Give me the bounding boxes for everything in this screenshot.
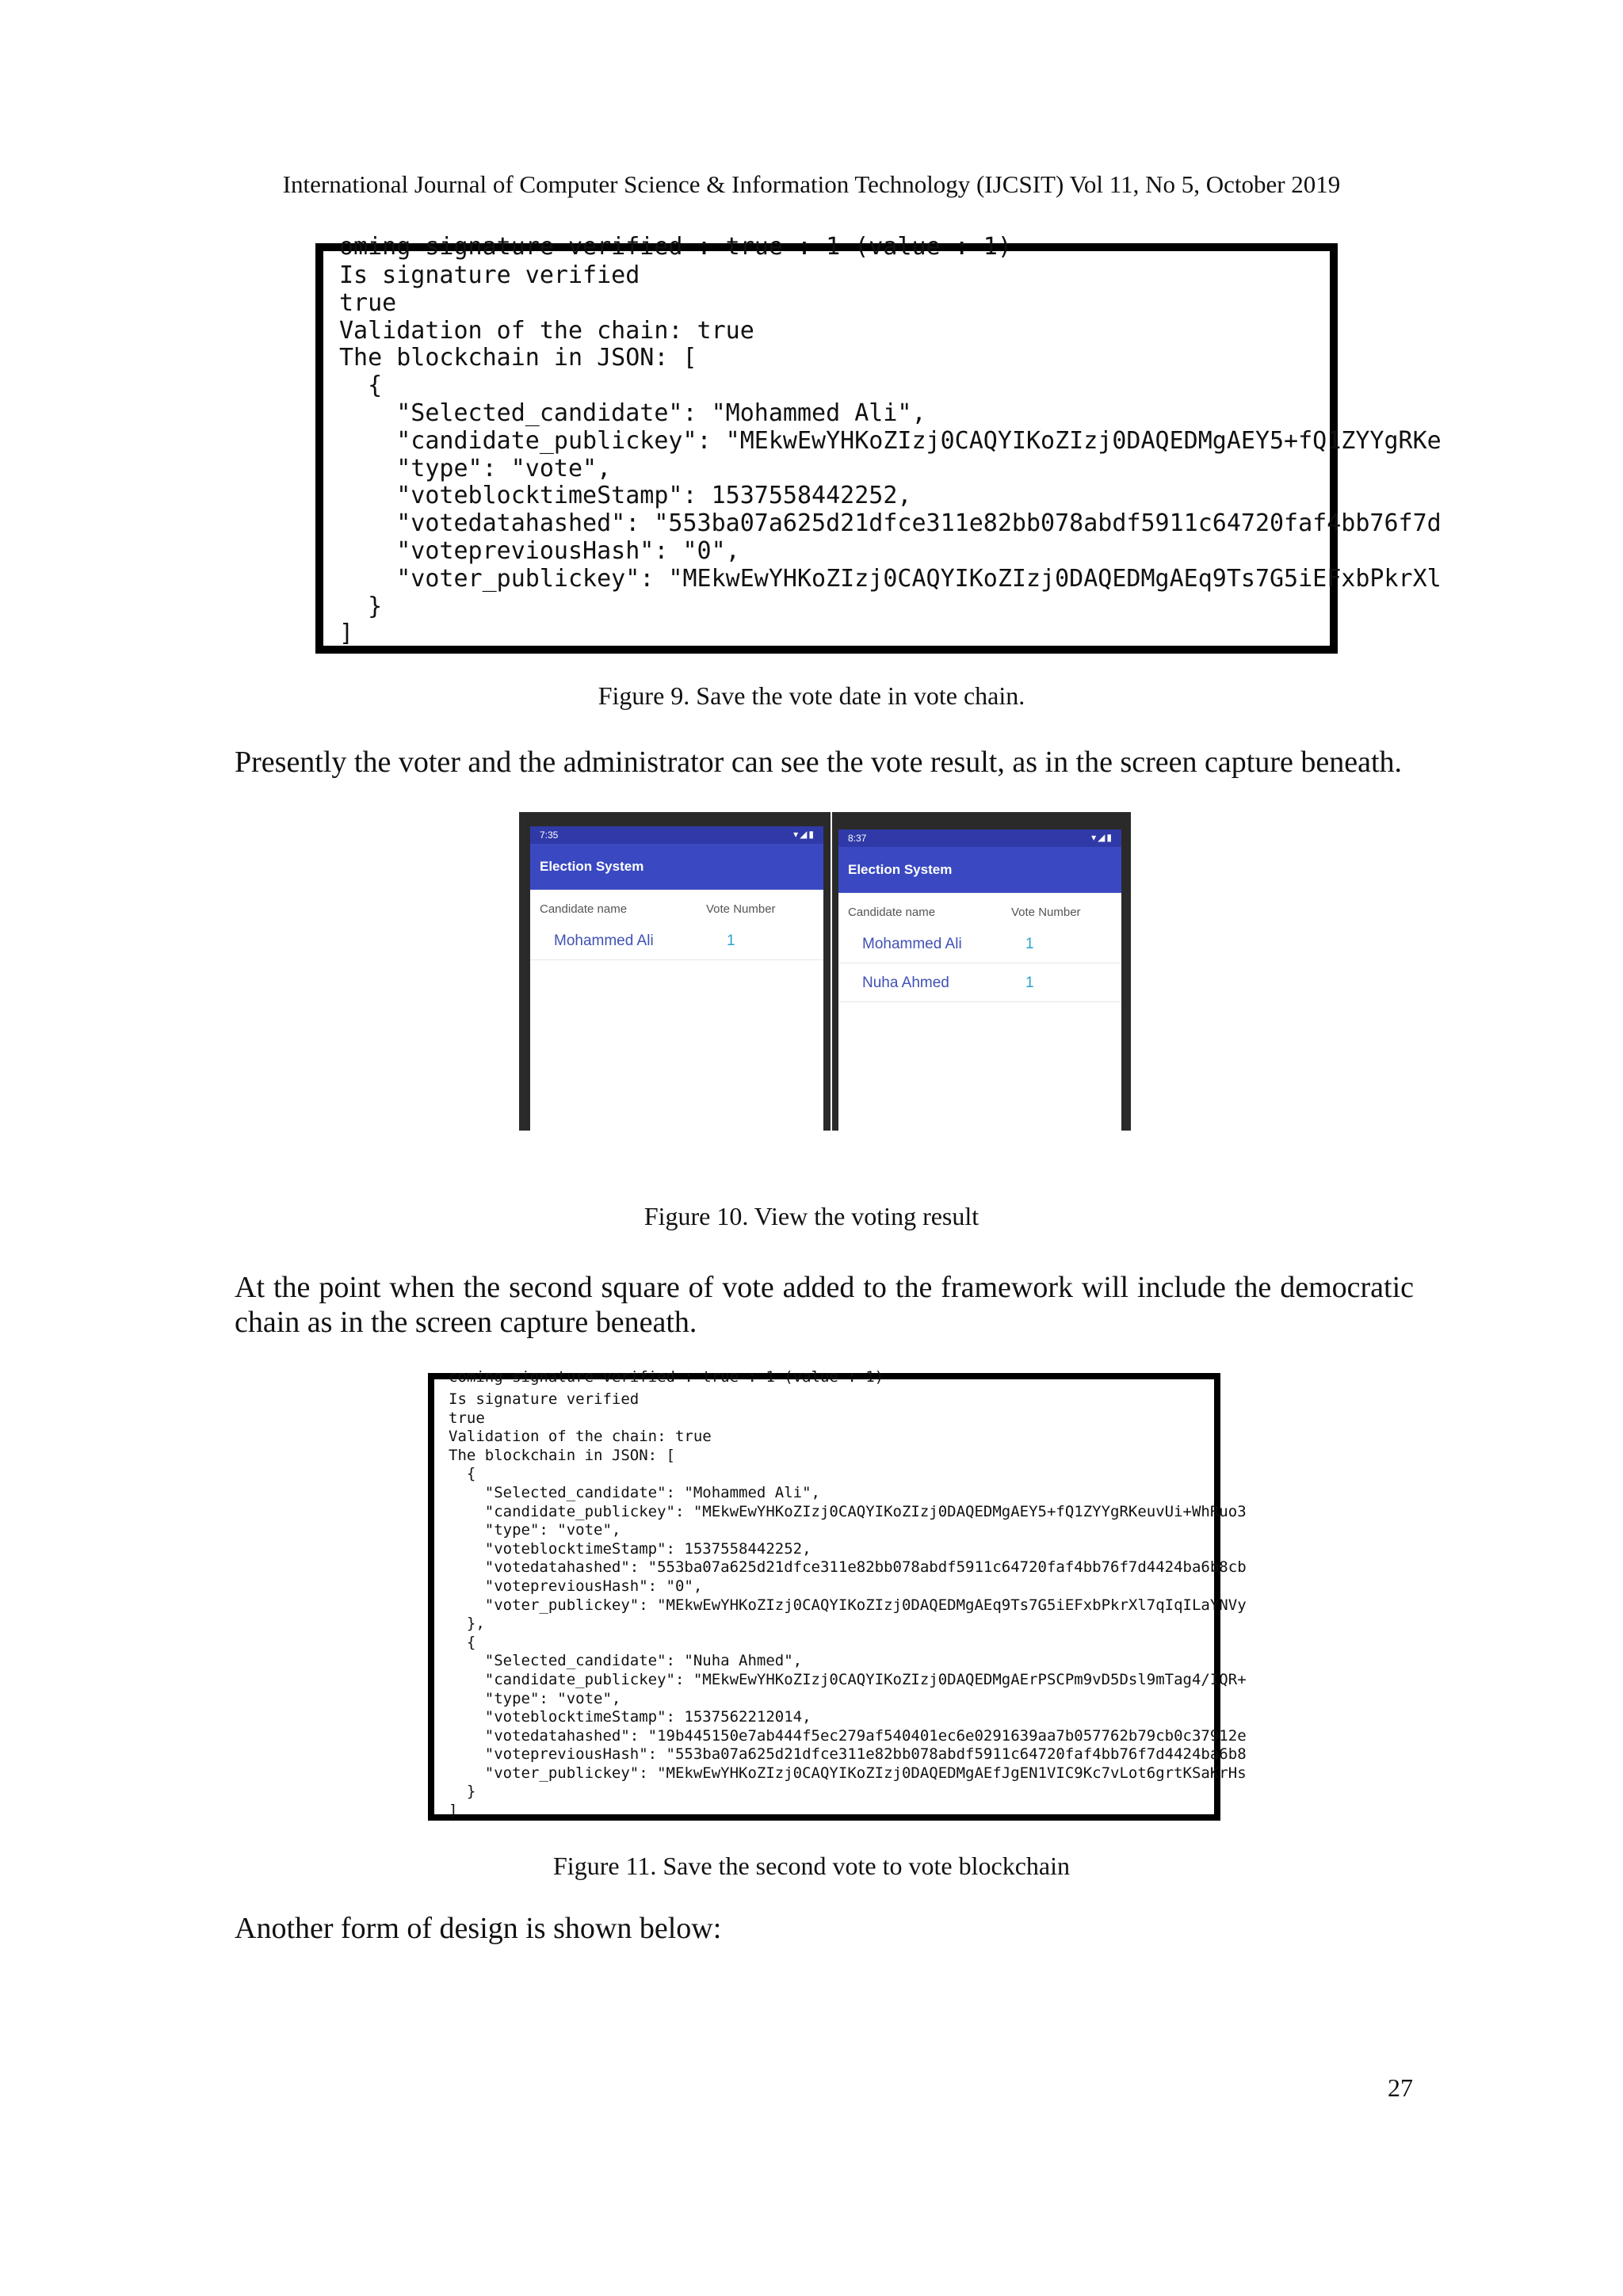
terminal-line: Is signature verified xyxy=(449,1390,640,1408)
terminal-line: "votedatahashed": "553ba07a625d21dfce311e82bb078abdf5911c64720faf4bb76f7d xyxy=(339,509,1442,538)
page-number: 27 xyxy=(1388,2073,1413,2102)
terminal-line: } xyxy=(339,592,383,620)
figure-10-caption: Figure 10. View the voting result xyxy=(643,1202,980,1230)
figure-11-caption: Figure 11. Save the second vote to vote blockchain xyxy=(553,1852,1070,1880)
terminal-line: true xyxy=(449,1409,485,1427)
vote-count: 1 xyxy=(1025,974,1034,991)
terminal-line: "votepreviousHash": "0", xyxy=(449,1577,703,1595)
terminal-line: ] xyxy=(339,620,354,648)
vote-count: 1 xyxy=(727,933,735,949)
app-title: Election System xyxy=(848,862,953,877)
terminal-line: Is signature verified xyxy=(339,261,640,289)
column-header-candidate: Candidate name xyxy=(848,906,936,919)
terminal-line: true xyxy=(339,288,397,317)
phone-screenshot-right xyxy=(832,812,1131,1131)
result-row[interactable] xyxy=(838,925,1121,963)
signal-battery-icon: ▾◢▮ xyxy=(793,829,815,840)
paragraph-1: Presently the voter and the administrator can see the vote result, as in the screen capture beneath. xyxy=(235,746,1403,779)
terminal-line: "candidate_publickey": "MEkwEwYHKoZIzj0CAQYIKoZIzj0DAQEDMgAEY5+fQ1ZYYgRKeuvUi+WhRuo3 xyxy=(449,1502,1247,1520)
figure-9-terminal-screenshot xyxy=(315,233,1442,654)
terminal-line: "votepreviousHash": "553ba07a625d21dfce311e82bb078abdf5911c64720faf4bb76f7d4424ba6b8 xyxy=(449,1745,1247,1764)
terminal-line: "voter_publickey": "MEkwEwYHKoZIzj0CAQYIKoZIzj0DAQEDMgAEq9Ts7G5iEFxbPkrXl xyxy=(339,564,1442,593)
candidate-name: Mohammed Ali xyxy=(862,936,962,952)
terminal-output xyxy=(449,1390,1247,1821)
status-bar xyxy=(838,830,1121,847)
terminal-line: "votepreviousHash": "0", xyxy=(339,536,740,565)
terminal-line: Validation of the chain: true xyxy=(339,316,754,345)
terminal-line: "type": "vote", xyxy=(449,1689,621,1707)
terminal-line: "Selected_candidate": "Mohammed Ali", xyxy=(339,399,926,427)
status-time: 8:37 xyxy=(848,833,867,844)
terminal-line: { xyxy=(449,1633,476,1651)
app-title: Election System xyxy=(540,859,644,874)
terminal-line: "Selected_candidate": "Mohammed Ali", xyxy=(449,1483,820,1501)
terminal-line: { xyxy=(449,1465,476,1483)
candidate-name: Nuha Ahmed xyxy=(862,974,949,991)
terminal-line: The blockchain in JSON: [ xyxy=(339,344,697,372)
terminal-line: { xyxy=(339,372,383,400)
terminal-line: "votedatahashed": "553ba07a625d21dfce311e82bb078abdf5911c64720faf4bb76f7d4424ba6b8cb xyxy=(449,1558,1247,1577)
terminal-line: Validation of the chain: true xyxy=(449,1428,712,1446)
app-bar xyxy=(530,844,823,890)
paragraph-2: At the point when the second square of vote added to the framework will include the democratic chain as in the screen capture beneath. xyxy=(235,1271,1414,1339)
terminal-line: "candidate_publickey": "MEkwEwYHKoZIzj0CAQYIKoZIzj0DAQEDMgAEY5+fQ1ZYYgRKe xyxy=(339,426,1442,455)
column-header-votes: Vote Number xyxy=(1011,906,1081,919)
terminal-line: "voteblocktimeStamp": 1537558442252, xyxy=(339,482,912,510)
terminal-line: ] xyxy=(449,1802,458,1820)
terminal-line: "candidate_publickey": "MEkwEwYHKoZIzj0CAQYIKoZIzj0DAQEDMgAErPSCPm9vD5Dsl9mTag4/IQR+ xyxy=(449,1670,1247,1688)
terminal-line: "voter_publickey": "MEkwEwYHKoZIzj0CAQYIKoZIzj0DAQEDMgAEq9Ts7G5iEFxbPkrXl7qIqILaYNVy xyxy=(449,1596,1247,1614)
column-header-votes: Vote Number xyxy=(706,902,776,916)
terminal-line: }, xyxy=(449,1615,485,1633)
terminal-line: "voter_publickey": "MEkwEwYHKoZIzj0CAQYIKoZIzj0DAQEDMgAEfJgEN1VIC9Kc7vLot6grtKSaKrHs xyxy=(449,1764,1247,1782)
terminal-output xyxy=(339,262,1442,648)
status-bar xyxy=(530,826,823,844)
app-bar xyxy=(838,847,1121,893)
terminal-line: "type": "vote", xyxy=(449,1521,621,1539)
running-header: International Journal of Computer Science & Information Technology (IJCSIT) Vol 11, No 5, October 2019 xyxy=(282,170,1341,198)
candidate-name: Mohammed Ali xyxy=(554,933,654,949)
terminal-line: "Selected_candidate": "Nuha Ahmed", xyxy=(449,1652,803,1670)
status-time: 7:35 xyxy=(540,830,559,841)
terminal-cutoff-line: oming signature verified : true : 1 (value : 1) xyxy=(339,233,1012,261)
terminal-line: "voteblocktimeStamp": 1537558442252, xyxy=(449,1539,812,1558)
figure-11-terminal-screenshot xyxy=(428,1368,1247,1821)
terminal-line: The blockchain in JSON: [ xyxy=(449,1446,675,1464)
terminal-line: } xyxy=(449,1783,476,1801)
phone-screenshot-left xyxy=(519,812,831,1131)
paragraph-3: Another form of design is shown below: xyxy=(235,1912,722,1945)
terminal-line: "votedatahashed": "19b445150e7ab444f5ec279af540401ec6e0291639aa7b057762b79cb0c37912e xyxy=(449,1726,1247,1745)
signal-battery-icon: ▾◢▮ xyxy=(1091,832,1113,843)
result-row[interactable] xyxy=(838,963,1121,1002)
terminal-line: "type": "vote", xyxy=(339,454,612,482)
result-row[interactable] xyxy=(530,921,823,960)
figure-9-caption: Figure 9. Save the vote date in vote chain. xyxy=(598,681,1025,710)
vote-count: 1 xyxy=(1025,936,1034,952)
terminal-cutoff-line: coming signature verified : true : 1 (value : 1) xyxy=(449,1368,884,1386)
terminal-line: "voteblocktimeStamp": 1537562212014, xyxy=(449,1708,812,1726)
column-header-candidate: Candidate name xyxy=(540,902,628,916)
